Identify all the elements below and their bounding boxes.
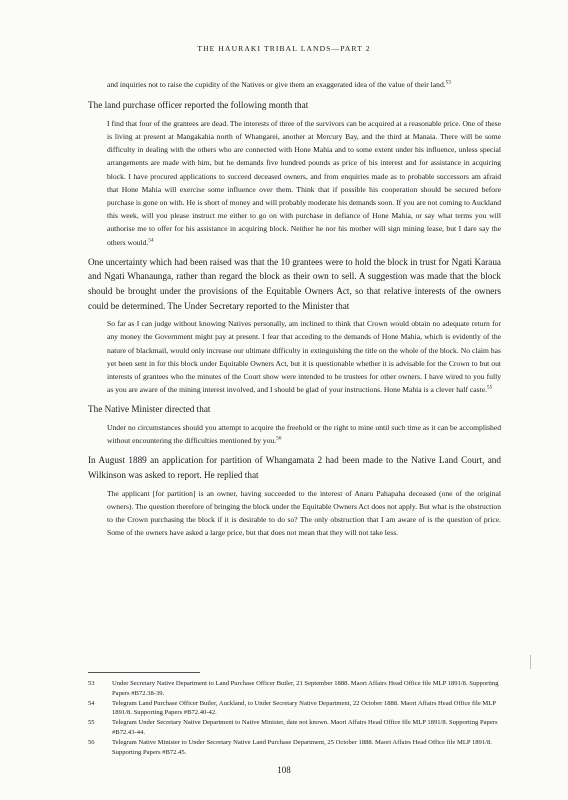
footnote-text: Telegram Land Purchase Officer Butler, Auckland, to Under Secretary Native Department, 22 October 1888. Maori Affairs Head Office file MLP 1891/8. Supporting Papers #B72.40-42. bbox=[112, 699, 496, 717]
quote-text: So far as I can judge without knowing Natives personally, am inclined to think that Crown would obtain no adequate return for any money the Government might pay at present. I fear that acceding to the demands of Hone Mahia, which is evidently of the nature of blackmail, would only increase our ultimate difficulty in extinguishing the title on the whole of the block. No claim has yet been sent in for this block under Equitable Owners Act, but it is questionable whether it is advisable for the Crown to but out interests of grantees who the minutes of the Court show were intended to be trustees for other owners. I have wired to you fully as you are aware of the mining interest involved, and I should be glad of your instructions. Hone Mahia is a clever half caste. bbox=[107, 319, 501, 395]
footnote bbox=[88, 718, 501, 738]
footnote bbox=[88, 679, 501, 699]
footnote-number: 53 bbox=[88, 680, 95, 687]
running-header: THE HAURAKI TRIBAL LANDS—PART 2 bbox=[197, 44, 371, 53]
footnote-text: Telegram Native Minister to Under Secretary Native Land Purchase Department, 25 October 1888. Maori Affairs Head Office file MLP 1891/8. Supporting Papers #B72.45. bbox=[112, 738, 492, 756]
footnote-text: Telegram Under Secretary Native Department to Native Minister, date not known. Maori Affairs Head Office file MLP 1891/8. Supporting Papers #B72.43-44. bbox=[112, 719, 498, 736]
footnote-number: 54 bbox=[88, 699, 95, 707]
block-quote bbox=[107, 78, 501, 91]
body-paragraph: The land purchase officer reported the following month that bbox=[88, 100, 309, 111]
page-number: 108 bbox=[277, 765, 291, 775]
footnote bbox=[88, 738, 501, 758]
body-paragraph: The Native Minister directed that bbox=[88, 404, 211, 415]
footnote-number: 56 bbox=[88, 738, 95, 746]
block-quote bbox=[107, 317, 501, 396]
quote-text: I find that four of the grantees are dead. The interests of three of the survivors can be acquired at a reasonable price. One of these is living at present at Mangakahia north of Whangarei, another at Mercury Bay, and the third at Manaia. There will be some difficulty in dealing with the others who are connected with Hone Mahia and to some extent under his influence, unless special arrangements are made with him, but he demands five hundred pounds as price of his interest and for assistance in acquiring block. I have procured applications to succeed deceased owners, and from enquiries made as to probable successors am afraid that Hone Mahia will exercise some influence over them. Think that if possible his cooperation should be secured before purchase is gone on with. He is short of money and will probably moderate his demands soon. If you are not coming to Auckland this week, will you please instruct me either to go on with purchase in defiance of Hone Mahia, or say what terms you will authorise me to offer for his assistance in acquiring block. Neither he nor his mother will sign mining lease, but I dare say the others would. bbox=[107, 118, 501, 247]
footnote-text: Under Secretary Native Department to Land Purchase Officer Butler, 21 September 1888. Maori Affairs Head Office file MLP 1891/8. Supporting Papers #B72.38-39. bbox=[112, 680, 499, 697]
body-paragraph: In August 1889 an application for partition of Whangamata 2 had been made to the Native Land Court, and Wilkinson was asked to report. He replied that bbox=[88, 455, 501, 481]
footnote-ref[interactable]: 55 bbox=[487, 384, 493, 391]
footnote bbox=[88, 699, 501, 719]
quote-text: and inquiries not to raise the cupidity of the Natives or give them an exaggerated idea of the value of their land. bbox=[107, 80, 446, 89]
quote-text: Under no circumstances should you attempt to acquire the freehold or the right to mine until such time as it can be accomplished without encountering the difficulties mentioned by you. bbox=[107, 423, 501, 446]
block-quote bbox=[107, 421, 501, 447]
footnote-number: 55 bbox=[88, 719, 95, 727]
body-paragraph: One uncertainty which had been raised was that the 10 grantees were to hold the block in trust for Ngati Karaua and Ngati Whanaunga, rather than regard the block as their own to sell. A suggestion was made that the block should be brought under the provisions of the Equitable Owners Act, so that relative interests of the owners could be determined. The Under Secretary reported to the Minister that bbox=[88, 256, 501, 311]
main-text bbox=[88, 76, 501, 539]
footnotes bbox=[88, 679, 501, 757]
block-quote bbox=[107, 117, 501, 249]
footnote-divider bbox=[88, 672, 200, 673]
footnote-ref[interactable]: 56 bbox=[276, 435, 282, 442]
footnote-ref[interactable]: 54 bbox=[148, 237, 154, 244]
block-quote: The applicant [for partition] is an owner, having succeeded to the interest of Anaru Pahapaha deceased (one of the original owners). The question therefore of bringing the block under the Equitable Owners Act does not apply. But what is the obstruction to the Crown purchasing the block if it is desirable to do so? The only obstruction that I am aware of is the question of price. Some of the owners have asked a large price, but that does not mean that they will not take less. bbox=[107, 488, 501, 538]
scan-artifact bbox=[530, 655, 531, 669]
footnote-ref[interactable]: 53 bbox=[445, 79, 451, 86]
